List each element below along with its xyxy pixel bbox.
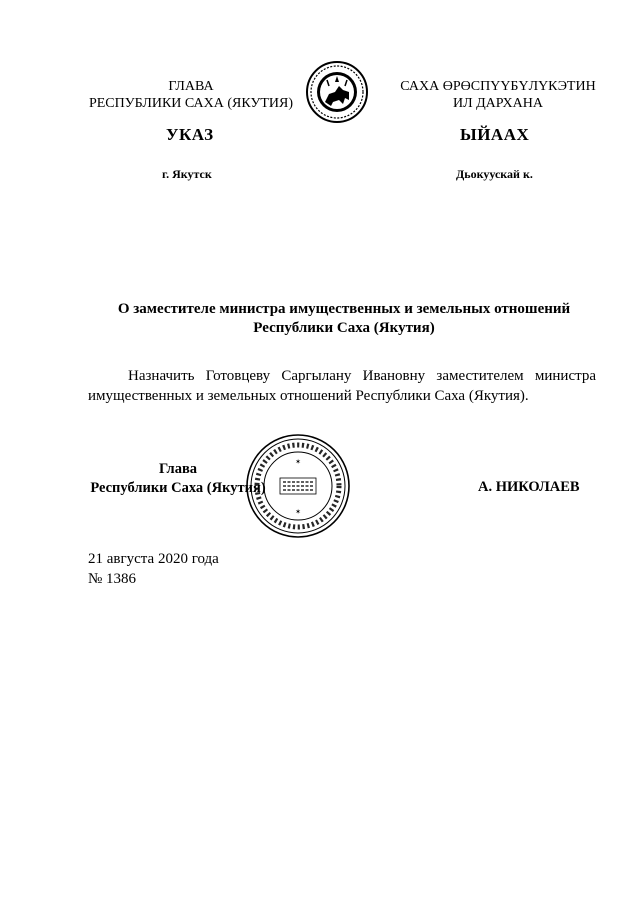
header-right-line2: ИЛ ДАРХАНА xyxy=(452,96,543,111)
signatory-title-line2: Республики Саха (Якутия) xyxy=(90,480,266,496)
signatory-name: А. НИКОЛАЕВ xyxy=(478,479,580,495)
svg-text:✶: ✶ xyxy=(295,508,301,516)
city-ru: г. Якутск xyxy=(162,167,212,181)
signatory-title xyxy=(88,460,268,498)
header-left-line2: РЕСПУБЛИКИ САХА (ЯКУТИЯ) xyxy=(88,96,294,111)
city-sah: Дьокуускай к. xyxy=(456,167,533,181)
decree-body: Назначить Готовцеву Саргылану Ивановну заместителем министра имущественных и земельных отношений Республики Саха (Якутия). xyxy=(88,368,596,404)
decree-title-line2: Республики Саха (Якутия) xyxy=(253,320,435,336)
decree-title-line1: О заместителе министра имущественных и земельных отношений xyxy=(117,301,571,317)
header-left-line1: ГЛАВА xyxy=(168,79,214,94)
official-seal-icon xyxy=(244,432,352,540)
decree-date: 21 августа 2020 года xyxy=(88,551,219,567)
doc-type-ru: УКАЗ xyxy=(166,125,214,144)
header-right-block xyxy=(396,78,600,112)
header-right-line1: САХА ӨРӨСПҮҮБҮЛҮКЭТИН xyxy=(400,79,596,94)
coat-of-arms-emblem-icon xyxy=(305,60,369,124)
decree-number: № 1386 xyxy=(88,571,137,587)
signatory-title-line1: Глава xyxy=(158,461,198,477)
svg-text:✶: ✶ xyxy=(295,458,301,466)
header-left-block xyxy=(88,78,294,112)
decree-title xyxy=(88,300,600,338)
doc-type-sah: ЫЙААХ xyxy=(460,125,530,144)
